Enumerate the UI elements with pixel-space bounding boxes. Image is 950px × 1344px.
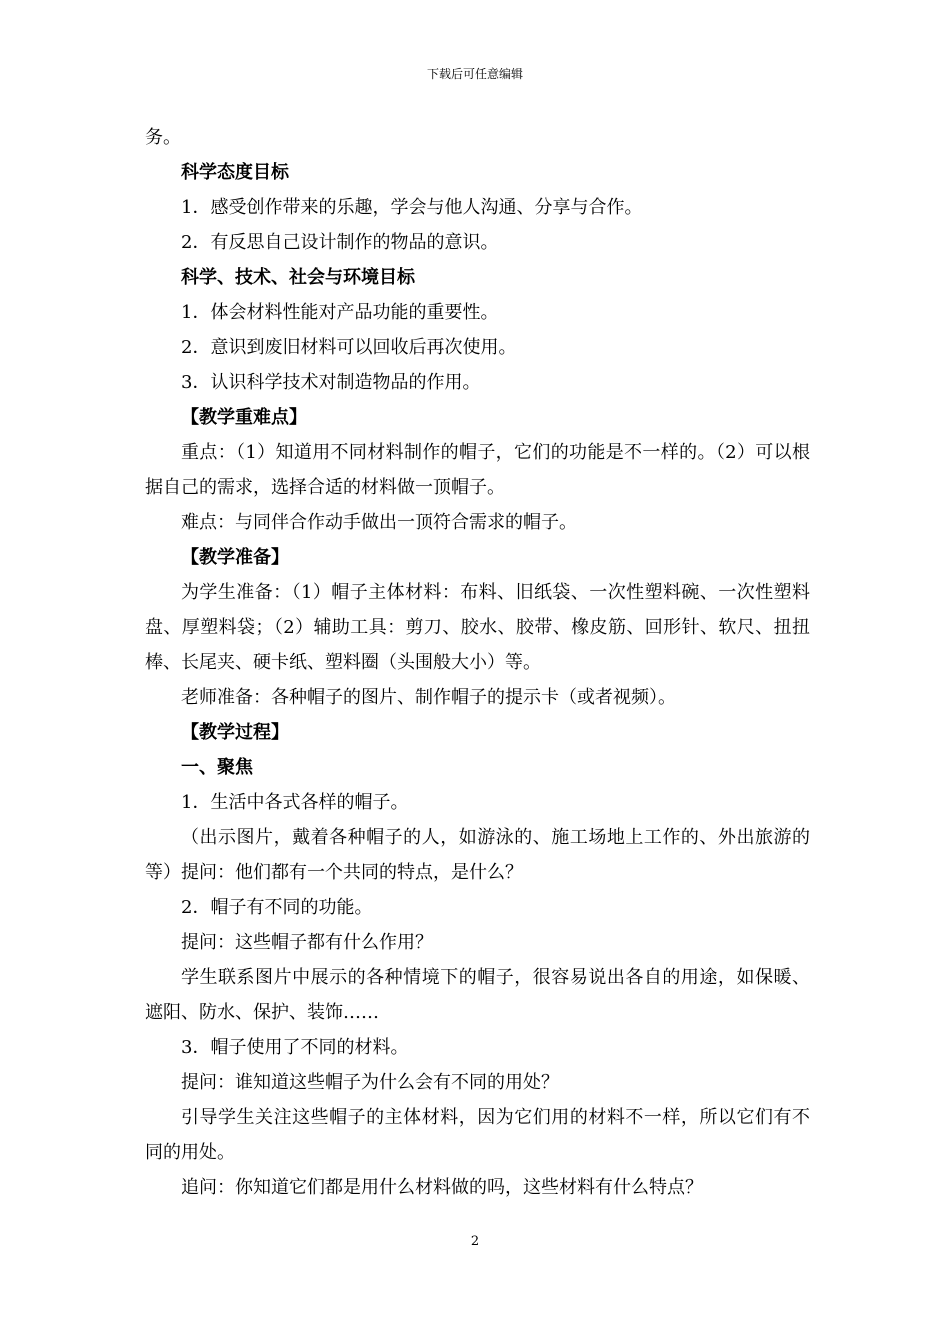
section-heading-stse-goals: 科学、技术、社会与环境目标 [181,267,415,288]
paragraph: 学生联系图片中展示的各种情境下的帽子，很容易说出各自的用途，如保暖、遮阳、防水、保护、装饰…… [145,967,810,1023]
list-item: 2．意识到废旧材料可以回收后再次使用。 [181,337,517,358]
question-text: 追问：你知道它们都是用什么材料做的吗，这些材料有什么特点？ [181,1177,703,1198]
section-heading-process: 【教学过程】 [181,722,289,743]
question-text: 提问：这些帽子都有什么作用？ [181,932,433,953]
page-header: 下载后可任意编辑 [426,67,523,81]
list-item: 3．帽子使用了不同的材料。 [181,1037,409,1058]
list-item: 2．有反思自己设计制作的物品的意识。 [181,232,499,253]
list-item: 1．体会材料性能对产品功能的重要性。 [181,302,499,323]
section-heading-preparation: 【教学准备】 [181,547,289,568]
paragraph-key-points: 重点：（1）知道用不同材料制作的帽子，它们的功能是不一样的。（2）可以根据自己的需求，选择合适的材料做一顶帽子。 [145,442,810,498]
list-item: 1．感受创作带来的乐趣，学会与他人沟通、分享与合作。 [181,197,643,218]
section-heading-key-points: 【教学重难点】 [181,407,307,428]
subsection-heading-focus: 一、聚焦 [181,757,253,778]
question-text: 提问：谁知道这些帽子为什么会有不同的用处？ [181,1072,559,1093]
paragraph: 引导学生关注这些帽子的主体材料，因为它们用的材料不一样，所以它们有不同的用处。 [145,1107,810,1163]
list-item: 3．认识科学技术对制造物品的作用。 [181,372,481,393]
paragraph-continuation: 务。 [145,127,181,148]
section-heading-attitude-goals: 科学态度目标 [181,162,289,183]
paragraph-teacher-preparation: 老师准备：各种帽子的图片、制作帽子的提示卡（或者视频）。 [181,687,676,708]
paragraph-student-preparation: 为学生准备：（1）帽子主体材料：布料、旧纸袋、一次性塑料碗、一次性塑料盘、厚塑料袋；（2）辅助工具：剪刀、胶水、胶带、橡皮筋、回形针、软尺、扭扭棒、长尾夹、硬卡纸、塑料圈（头围般大小）等。 [145,582,810,673]
paragraph: （出示图片，戴着各种帽子的人，如游泳的、施工场地上工作的、外出旅游的等）提问：他们都有一个共同的特点，是什么？ [145,827,810,883]
list-item: 1．生活中各式各样的帽子。 [181,792,409,813]
paragraph-difficulty: 难点：与同伴合作动手做出一顶符合需求的帽子。 [181,512,577,533]
page-number: 2 [470,1234,480,1249]
list-item: 2．帽子有不同的功能。 [181,897,373,918]
document-body [145,120,810,1205]
